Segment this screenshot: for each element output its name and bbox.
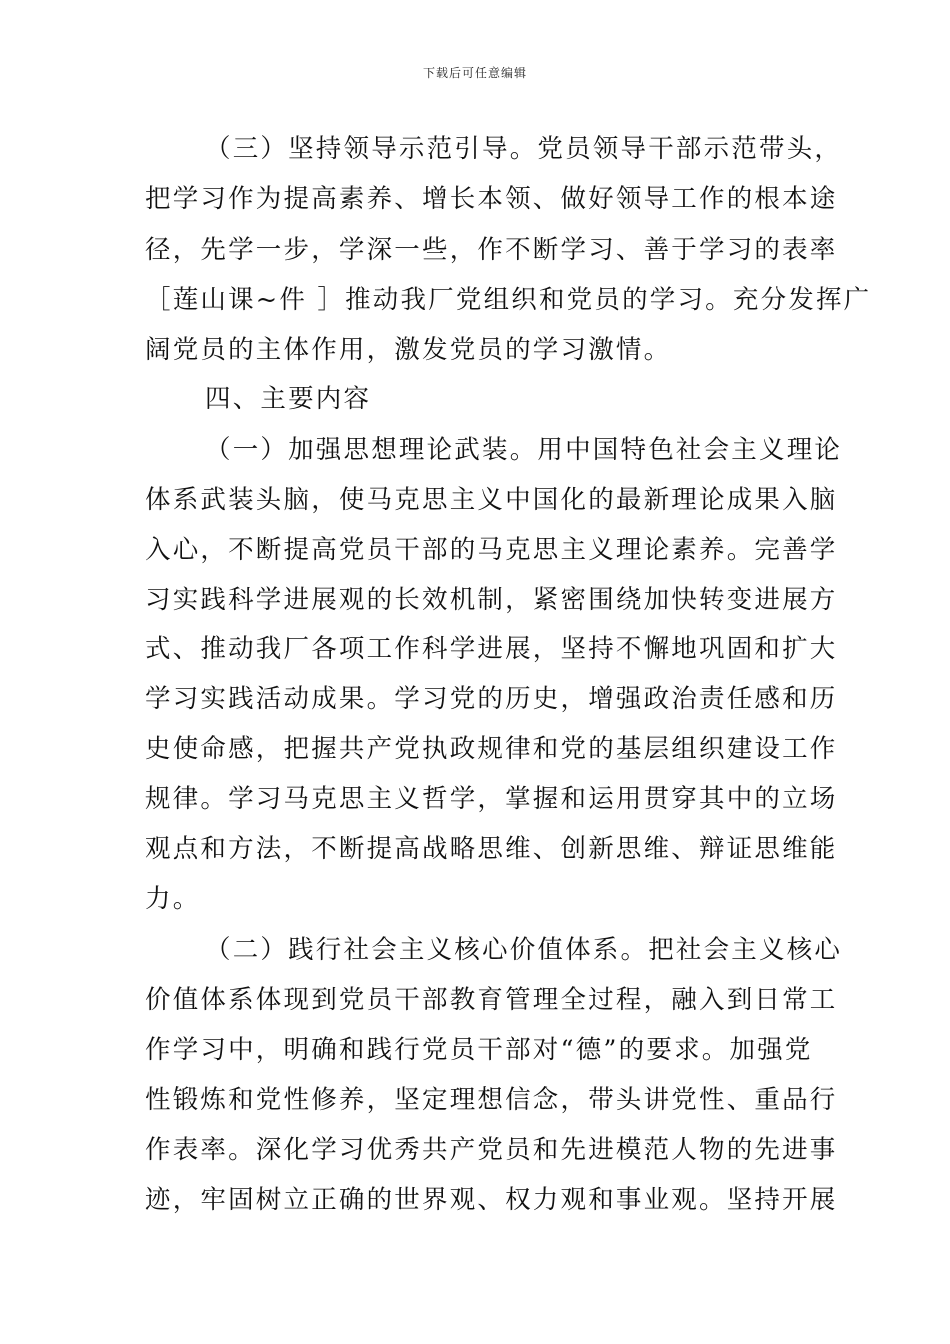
text-line: 性锻炼和党性修养，坚定理想信念，带头讲党性、重品行 (145, 1085, 838, 1115)
text-line: 式、推动我厂各项工作科学进展，坚持不懈地巩固和扩大 (145, 634, 838, 664)
text-line: 史使命感，把握共产党执政规律和党的基层组织建设工作 (145, 734, 838, 764)
text-line: 入心，不断提高党员干部的马克思主义理论素养。完善学 (145, 535, 838, 565)
text-line: ［莲山课~件 ］推动我厂党组织和党员的学习。充分发挥广 (145, 285, 872, 315)
section-heading: 四、主要内容 (205, 384, 372, 414)
text-line: 习实践科学进展观的长效机制，紧密围绕加快转变进展方 (145, 585, 838, 615)
text-line: 学习实践活动成果。学习党的历史，增强政治责任感和历 (145, 684, 838, 714)
text-line: 观点和方法，不断提高战略思维、创新思维、辩证思维能 (145, 834, 838, 864)
text-line: 径，先学一步，学深一些，作不断学习、善于学习的表率 (145, 235, 838, 265)
text-line: 体系武装头脑，使马克思主义中国化的最新理论成果入脑 (145, 485, 838, 515)
text-line: 阔党员的主体作用，激发党员的学习激情。 (145, 335, 672, 365)
header-note: 下载后可任意编辑 (422, 66, 527, 80)
text-line: （二）践行社会主义核心价值体系。把社会主义核心 (205, 935, 843, 965)
text-line: 迹，牢固树立正确的世界观、权力观和事业观。坚持开展 (145, 1185, 838, 1215)
text-line: 力。 (145, 884, 201, 914)
text-line: （一）加强思想理论武装。用中国特色社会主义理论 (205, 435, 843, 465)
text-line: 作学习中，明确和践行党员干部对“德”的要求。加强党 (145, 1035, 813, 1065)
text-line: 作表率。深化学习优秀共产党员和先进模范人物的先进事 (145, 1135, 838, 1165)
text-line: 价值体系体现到党员干部教育管理全过程，融入到日常工 (145, 985, 838, 1015)
text-line: 规律。学习马克思主义哲学，掌握和运用贯穿其中的立场 (145, 784, 838, 814)
text-line: 把学习作为提高素养、增长本领、做好领导工作的根本途 (145, 184, 838, 214)
text-line: （三）坚持领导示范引导。党员领导干部示范带头， (205, 134, 843, 164)
